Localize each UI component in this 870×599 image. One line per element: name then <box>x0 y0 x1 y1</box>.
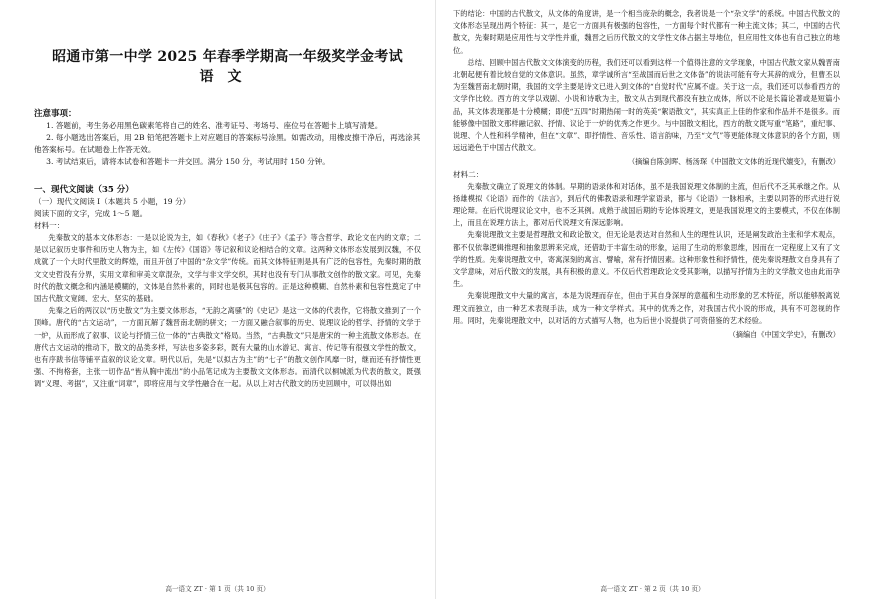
source-citation: （摘编自《中国文学史》，有删改） <box>728 330 840 340</box>
reading-instruction: 阅读下面的文字，完成 1～5 题。 <box>34 209 148 218</box>
material-paragraph: 先秦之后的两汉以“历史散文”为主要文体形态，“无韵之离骚”的《史记》是这一文体的代表作，它将散文推到了一个顶峰。唐代的“古文运动”，一方面瓦解了魏晋南北朝的骈文；一方面又融合叙事的历史、说理议论的哲学、抒情的文学于一炉，从而形成了叙事、议论与抒情三位一体的“古典散文”格局。当然，“古典散文”只是唐宋的一种主流散文体形态。在唐代古文运动的推动下，散文的品类多样，写法也多姿多彩，既有大量的山水游记、寓言、传记等有很强文学性的散文，也有序跋书信等铺平直叙的议论文章。明代以后，先是“以拟古为主”的“七子”的散文创作风靡一时，继而还有抒情性更强、不拘格套，主张一切作品“皆从胸中流出”的小品笔记成为主要散文文体形态。而清代以桐城派为代表的散文，既强调“义理、考据”，又注重“词章”，即将应用与文学性融合在一起。从以上对古代散文的历史回顾中，可以得出如 <box>34 306 421 389</box>
material-paragraph: 总结、回顾中国古代散文文体演变的历程，我们还可以看到这样一个值得注意的文学现象，中国古代散文家从魏晋南北朝起便有着比较自觉的文体意识。虽然，章学诚所言“至战国而后世之文体备”的说法可能有夸大其辞的成分，但曹丕以为至魏晋南北朝时期，我国的文学主要是诗文已进入到文体的“自觉时代”应属不虚。关于这一点，我们还可以参看西方的文学作比较。西方的文学以戏剧、小说和诗歌为主，散文从古到现代都没有独立成体，所以不论是长篇论著或是短篇小品，其文体表现都是十分模糊；即使“五四”时期热闹一时的英美“絮语散文”，其实真正上佳的作家和作品并不是很多。而能够像中国散文那样融记叙、抒情、议论于一炉的优秀之作更少。与中国散文相比，西方的散文既写重“笔路”，重纪事、说理、个人性和科学精神，但在“文章”、即抒情性、音乐性、语言韵味，乃至“文气”等更能体现文体意识的各个方面，则远远逊色于中国古代散文。 <box>453 57 840 153</box>
note-item: 3. 考试结束后，请将本试卷和答题卡一并交回。满分 150 分，考试用时 150 分钟。 <box>46 157 330 166</box>
page-footer: 高一语文 ZT · 第 2 页（共 10 页） <box>600 585 705 593</box>
material-paragraph: 下的结论：中国的古代散文，从文体的角度讲，是一个相当庞杂的概念，我者说是一个“杂文学”的系统。中国古代散文的文体形态呈现出两个特征：其一，是它一方面具有极强的包容性，一方面每个时代都有一种主流文体；其二，中国的古代散文，先秦时期是应用性与文学性并重，魏晋之后历代散文的文学性文体占据主导地位，但应用性文体也有自己独立的地位。 <box>453 9 840 55</box>
material-paragraph: 先秦散文的基本文体形态：一是以论说为主，如《春秋》《老子》《庄子》《孟子》等含哲学、政论文在内的文章；二是以记叙历史事件和历史人物为主，如《左传》《国语》等记叙和议论相结合的文章。这两种文体形态发展到汉魏，不仅成就了一个大时代里散文的辉煌，而且开创了中国的“杂文学”传统。而其文体特征则是具有广泛的包容性，先秦时期的散文文史哲没有分界，实用文章和审美文章混杂，文学与非文学交织，其时也没有专门从事散文创作的散文家。可见，先秦时代的散文概念和内涵是模糊的，文体是自然朴素的，同时也是极其包容的。正是这种模糊、自然朴素和包容性奠定了中国古代散文宽阔、宏大、坚实的基础。 <box>34 233 421 304</box>
material-paragraph: 先秦说理散文中大量的寓言，本是为说理而存在，但由于其自身深厚的意蕴和生动形象的艺术特征，所以能够脱离说理文而独立，由一种艺术表现手法，成为一种文学样式。其中的优秀之作，对我国古代小说的形成，具有不可忽视的作用。同时，先秦说理散文中，以对话的方式描写人物，也为后世小说提供了可资借鉴的艺术经验。 <box>453 291 840 325</box>
page-2 <box>435 0 870 599</box>
source-citation: （摘编自陈剑晖、杨汤琛《中国散文文体的近现代嬗变》，有删改） <box>627 157 840 167</box>
subsection-heading: （一）现代文阅读 I（本题共 5 小题，19 分） <box>34 197 191 206</box>
material-1-label: 材料一： <box>34 221 65 230</box>
subject-title: 语文 <box>199 69 256 85</box>
page-footer: 高一语文 ZT · 第 1 页（共 10 页） <box>165 585 270 593</box>
note-item: 2. 每小题选出答案后，用 2B 铅笔把答题卡上对应题目的答案标号涂黑。如需改动，用橡皮擦干净后，再选涂其他答案标号。在试题卷上作答无效。 <box>34 133 421 154</box>
material-paragraph: 先秦散文确立了说理文的体制。早期的语录体和对话体，虽不是我国说理文体制的主流，但后代不乏其承继之作。从扬雄模拟《论语》而作的《法言》，到后代的佛教语录和理学家语录，都与《论语》一脉相承，主要以同答的形式进行说理论辩。在后代说理议论文中，也不乏其例。成熟于战国后期的专论体说理文，更是我国说理文的主要模式，不仅在体制上，而且在说理方法上，都对后代说理文有深远影响。 <box>453 181 840 228</box>
material-2-label: 材料二： <box>453 169 484 179</box>
material-paragraph: 先秦说理散文主要是哲理散文和政论散文，但无论是表达对自然和人生的理性认识，还是阐发政治主张和学术观点，都不仅依靠逻辑推理和抽象思辨来完成，还借助于丰富生动的形象，运用了生动的形象思维，因而在一定程度上又有了文学的性质。先秦说理散文中，寄寓深刻的寓言、譬喻，常有抒情因素。这种形象性和抒情性，使先秦说理散文自身具有了文学意味，对后代散文的发展，具有积极的意义。不仅后代哲理政论文受其影响，以描写抒情为主的文学散文也由此而孕生。 <box>453 230 840 289</box>
note-item: 1. 答题前，考生务必用黑色碳素笔将自己的姓名、准考证号、考场号、座位号在答题卡上填写清楚。 <box>46 121 383 130</box>
exam-title: 昭通市第一中学 2025 年春季学期高一年级奖学金考试 <box>52 49 403 65</box>
section-heading: 一、现代文阅读（35 分） <box>34 185 134 195</box>
notes-heading: 注意事项： <box>34 109 77 119</box>
